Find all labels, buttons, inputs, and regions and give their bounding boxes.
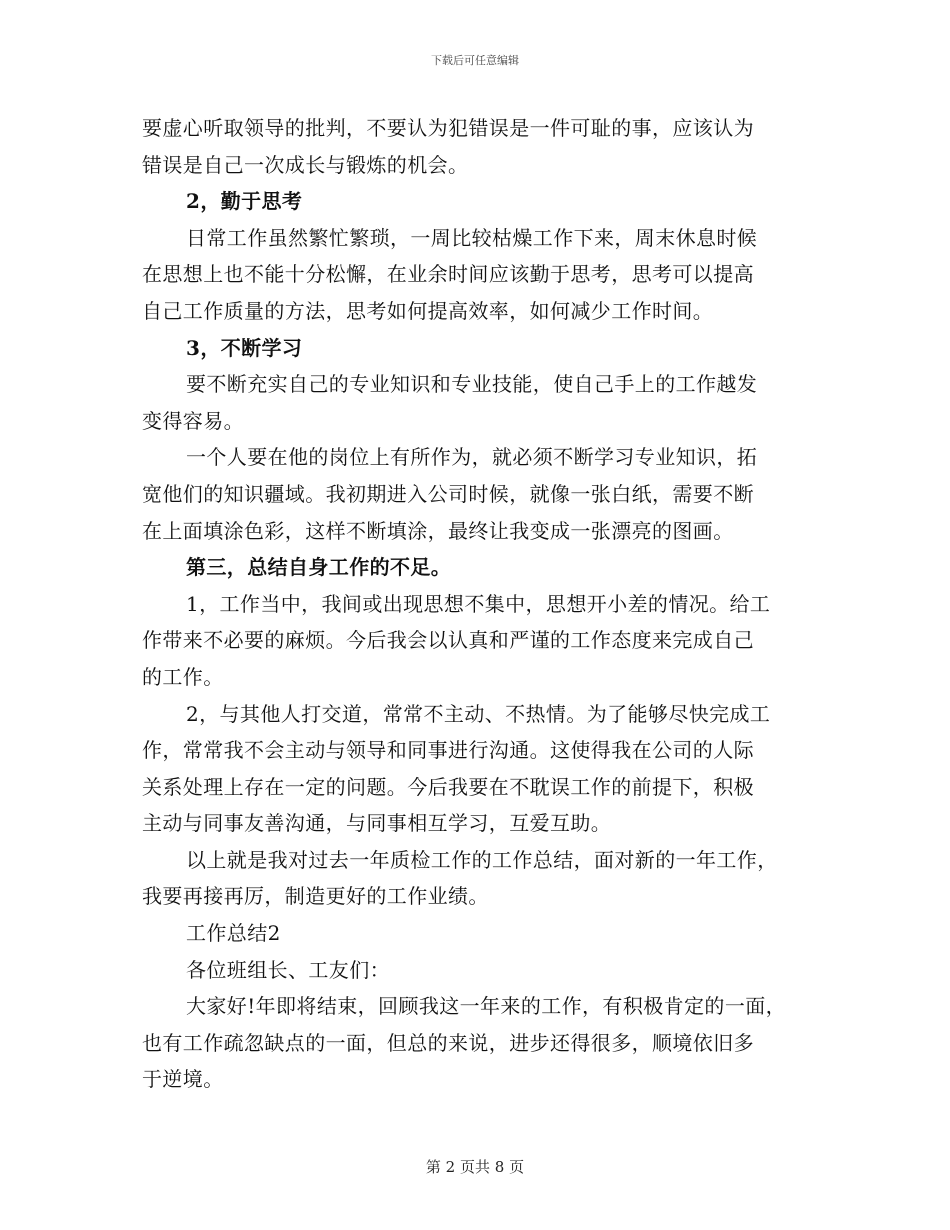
text-line: 也有工作疏忽缺点的一面，但总的来说，进步还得很多，顺境依旧多 xyxy=(142,1030,754,1055)
text-line: 要虚心听取领导的批判，不要认为犯错误是一件可耻的事，应该认为 xyxy=(142,116,754,140)
text-line: 宽他们的知识疆域。我初期进入公司时候，就像一张白纸，需要不断 xyxy=(142,481,754,506)
text-line: 主动与同事友善沟通，与同事相互学习，互爱互助。 xyxy=(142,811,612,836)
text-line: 大家好!年即将结束，回顾我这一年来的工作，有积极肯定的一面， xyxy=(186,994,787,1019)
text-line: 在上面填涂色彩，这样不断填涂，最终让我变成一张漂亮的图画。 xyxy=(142,518,734,543)
text-line: 2，与其他人打交道，常常不主动、不热情。为了能够尽快完成工 xyxy=(186,701,771,726)
text-line: 自己工作质量的方法，思考如何提高效率，如何减少工作时间。 xyxy=(142,298,714,323)
text-line: 工作总结2 xyxy=(186,921,281,946)
text-line: 日常工作虽然繁忙繁琐，一周比较枯燥工作下来，周末休息时候 xyxy=(186,225,758,250)
text-line: 错误是自己一次成长与锻炼的机会。 xyxy=(142,152,469,177)
text-line: 以上就是我对过去一年质检工作的工作总结，面对新的一年工作， xyxy=(186,847,778,872)
section-heading: 3，不断学习 xyxy=(186,335,303,360)
text-line: 作带来不必要的麻烦。今后我会以认真和严谨的工作态度来完成自己 xyxy=(142,628,754,653)
text-line: 要不断充实自己的专业知识和专业技能，使自己手上的工作越发 xyxy=(186,372,758,397)
text-line: 1，工作当中，我间或出现思想不集中，思想开小差的情况。给工 xyxy=(186,591,771,616)
text-line: 各位班组长、工友们： xyxy=(186,957,390,982)
text-line: 一个人要在他的岗位上有所作为，就必须不断学习专业知识，拓 xyxy=(186,445,758,470)
text-line: 的工作。 xyxy=(142,664,224,689)
text-line: 作，常常我不会主动与领导和同事进行沟通。这使得我在公司的人际 xyxy=(142,738,754,763)
section-heading: 2，勤于思考 xyxy=(186,189,303,214)
page-footer: 第 2 页共 8 页 xyxy=(425,1158,525,1176)
page-header: 下载后可任意编辑 xyxy=(431,54,519,67)
document-body xyxy=(142,110,812,1098)
text-line: 在思想上也不能十分松懈，在业余时间应该勤于思考，思考可以提高 xyxy=(142,262,754,287)
text-line: 于逆境。 xyxy=(142,1067,224,1092)
text-line: 关系处理上存在一定的问题。今后我要在不耽误工作的前提下，积极 xyxy=(142,774,754,799)
text-line: 变得容易。 xyxy=(142,408,244,433)
text-line: 我要再接再厉，制造更好的工作业绩。 xyxy=(142,884,489,909)
section-heading: 第三，总结自身工作的不足。 xyxy=(186,555,452,580)
